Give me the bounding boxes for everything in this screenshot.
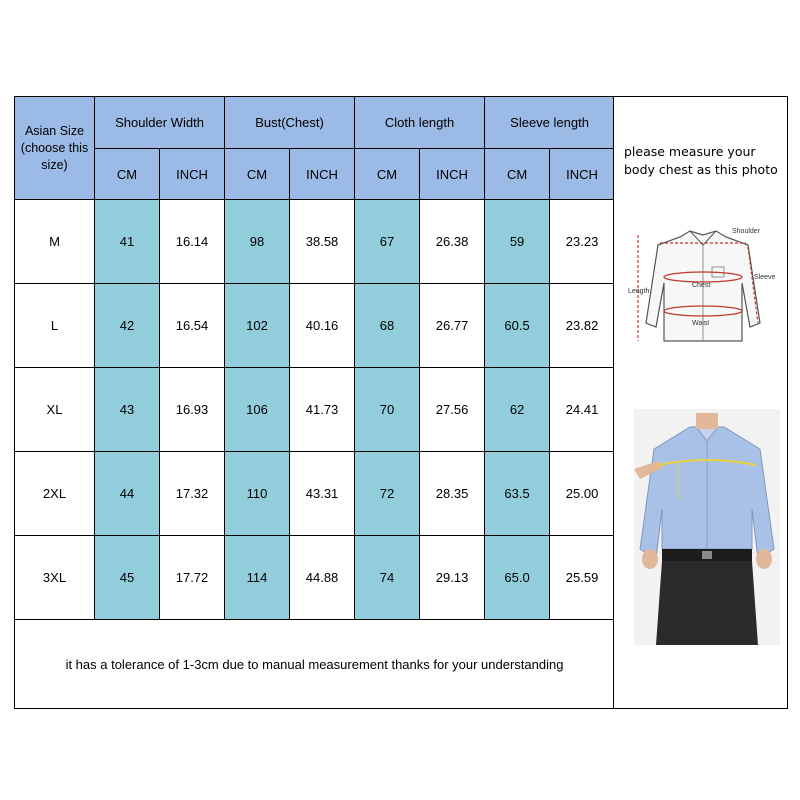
inch-value-cell: 40.16 [290, 284, 355, 368]
size-table [14, 96, 615, 709]
size-label: XL [15, 368, 95, 452]
cm-value-cell: 65.0 [485, 536, 550, 620]
shoulder-width-header: Shoulder Width [95, 97, 225, 149]
cm-value-cell: 67 [355, 200, 420, 284]
bust-chest-header: Bust(Chest) [225, 97, 355, 149]
cm-value-cell: 70 [355, 368, 420, 452]
cm-value-cell: 63.5 [485, 452, 550, 536]
inch-value-cell: 23.23 [550, 200, 615, 284]
cm-value-cell: 62 [485, 368, 550, 452]
asian-size-header: Asian Size (choose this size) [15, 97, 95, 200]
cm-value-cell: 60.5 [485, 284, 550, 368]
inch-value-cell: 16.93 [160, 368, 225, 452]
cm-value-cell: 110 [225, 452, 290, 536]
cm-value-cell: 45 [95, 536, 160, 620]
unit-header: INCH [290, 149, 355, 200]
inch-value-cell: 44.88 [290, 536, 355, 620]
size-chart [14, 96, 788, 709]
cm-value-cell: 68 [355, 284, 420, 368]
tolerance-note: it has a tolerance of 1-3cm due to manual measurement thanks for your understanding [15, 620, 615, 709]
sleeve-length-header: Sleeve length [485, 97, 615, 149]
shirt-measurement-diagram [628, 223, 778, 353]
inch-value-cell: 26.77 [420, 284, 485, 368]
unit-header: CM [355, 149, 420, 200]
unit-header: CM [95, 149, 160, 200]
inch-value-cell: 29.13 [420, 536, 485, 620]
unit-header: INCH [160, 149, 225, 200]
size-label: L [15, 284, 95, 368]
inch-value-cell: 17.32 [160, 452, 225, 536]
measure-instruction: please measure your body chest as this photo [624, 144, 778, 177]
unit-header: CM [485, 149, 550, 200]
unit-header: INCH [550, 149, 615, 200]
inch-value-cell: 25.00 [550, 452, 615, 536]
cm-value-cell: 43 [95, 368, 160, 452]
inch-value-cell: 24.41 [550, 368, 615, 452]
unit-header: INCH [420, 149, 485, 200]
inch-value-cell: 17.72 [160, 536, 225, 620]
cm-value-cell: 74 [355, 536, 420, 620]
cm-value-cell: 59 [485, 200, 550, 284]
inch-value-cell: 43.31 [290, 452, 355, 536]
inch-value-cell: 26.38 [420, 200, 485, 284]
cm-value-cell: 106 [225, 368, 290, 452]
length-label: Length [628, 288, 650, 295]
cm-value-cell: 41 [95, 200, 160, 284]
cm-value-cell: 42 [95, 284, 160, 368]
size-row-2xl [15, 452, 615, 536]
cm-value-cell: 72 [355, 452, 420, 536]
inch-value-cell: 16.14 [160, 200, 225, 284]
inch-value-cell: 16.54 [160, 284, 225, 368]
inch-value-cell: 38.58 [290, 200, 355, 284]
cm-value-cell: 102 [225, 284, 290, 368]
cm-value-cell: 114 [225, 536, 290, 620]
sleeve-label: Sleeve [754, 274, 776, 281]
cloth-length-header: Cloth length [355, 97, 485, 149]
waist-label: Waist [692, 320, 710, 327]
size-row-m [15, 200, 615, 284]
inch-value-cell: 23.82 [550, 284, 615, 368]
size-rows [15, 200, 615, 620]
size-row-xl [15, 368, 615, 452]
unit-header: CM [225, 149, 290, 200]
inch-value-cell: 25.59 [550, 536, 615, 620]
inch-value-cell: 28.35 [420, 452, 485, 536]
size-label: 3XL [15, 536, 95, 620]
shoulder-label: Shoulder [732, 228, 761, 235]
cm-value-cell: 44 [95, 452, 160, 536]
inch-value-cell: 41.73 [290, 368, 355, 452]
size-row-l [15, 284, 615, 368]
size-row-3xl [15, 536, 615, 620]
model-measuring-photo [634, 409, 780, 645]
chest-label: Chest [692, 282, 711, 289]
size-label: M [15, 200, 95, 284]
size-label: 2XL [15, 452, 95, 536]
cm-value-cell: 98 [225, 200, 290, 284]
measure-guide-panel [613, 96, 788, 709]
inch-value-cell: 27.56 [420, 368, 485, 452]
